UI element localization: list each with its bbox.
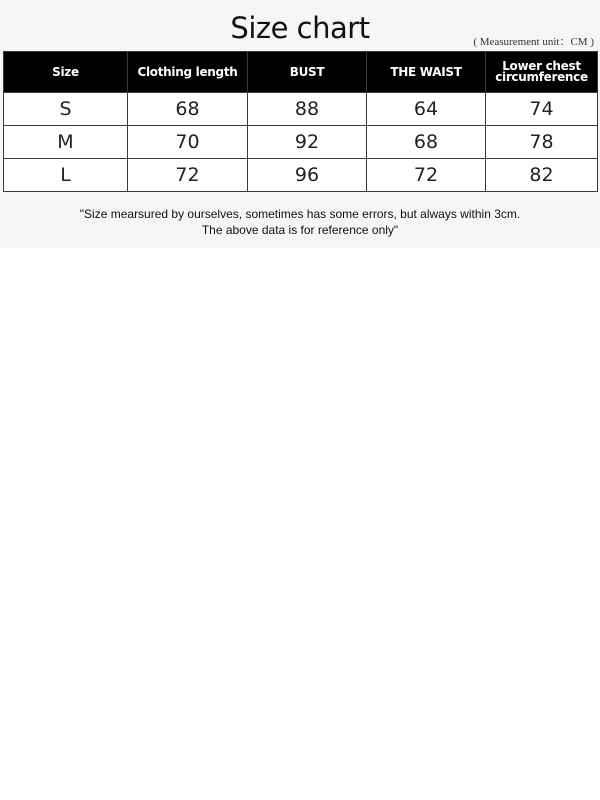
header-waist: THE WAIST: [367, 52, 486, 93]
cell-waist: 64: [367, 93, 486, 126]
cell-clothing-length: 68: [128, 93, 248, 126]
cell-size: S: [4, 93, 128, 126]
header-size: Size: [4, 52, 128, 93]
size-table: [3, 51, 598, 192]
cell-size: M: [4, 126, 128, 159]
page-title: Size chart: [230, 11, 370, 45]
footnote-line-2: The above data is for reference only": [201, 223, 399, 237]
cell-lower-chest: 74: [486, 93, 598, 126]
cell-bust: 88: [248, 93, 367, 126]
cell-clothing-length: 70: [128, 126, 248, 159]
cell-clothing-length: 72: [128, 159, 248, 192]
footnote: [0, 206, 600, 238]
header-lower-chest: Lower chest circumference: [486, 52, 598, 93]
table-row: [4, 159, 598, 192]
table-header-row: [4, 52, 598, 93]
cell-lower-chest: 78: [486, 126, 598, 159]
cell-waist: 72: [367, 159, 486, 192]
cell-size: L: [4, 159, 128, 192]
footnote-line-1: "Size mearsured by ourselves, sometimes has some errors, but always within 3cm.: [79, 207, 521, 221]
header-bust: BUST: [248, 52, 367, 93]
table-row: [4, 126, 598, 159]
table-row: [4, 93, 598, 126]
size-chart-panel: [0, 0, 600, 248]
measurement-unit-note: ( Measurement unit：CM ): [473, 36, 594, 48]
header-clothing-length: Clothing length: [128, 52, 248, 93]
cell-bust: 92: [248, 126, 367, 159]
cell-bust: 96: [248, 159, 367, 192]
cell-lower-chest: 82: [486, 159, 598, 192]
cell-waist: 68: [367, 126, 486, 159]
